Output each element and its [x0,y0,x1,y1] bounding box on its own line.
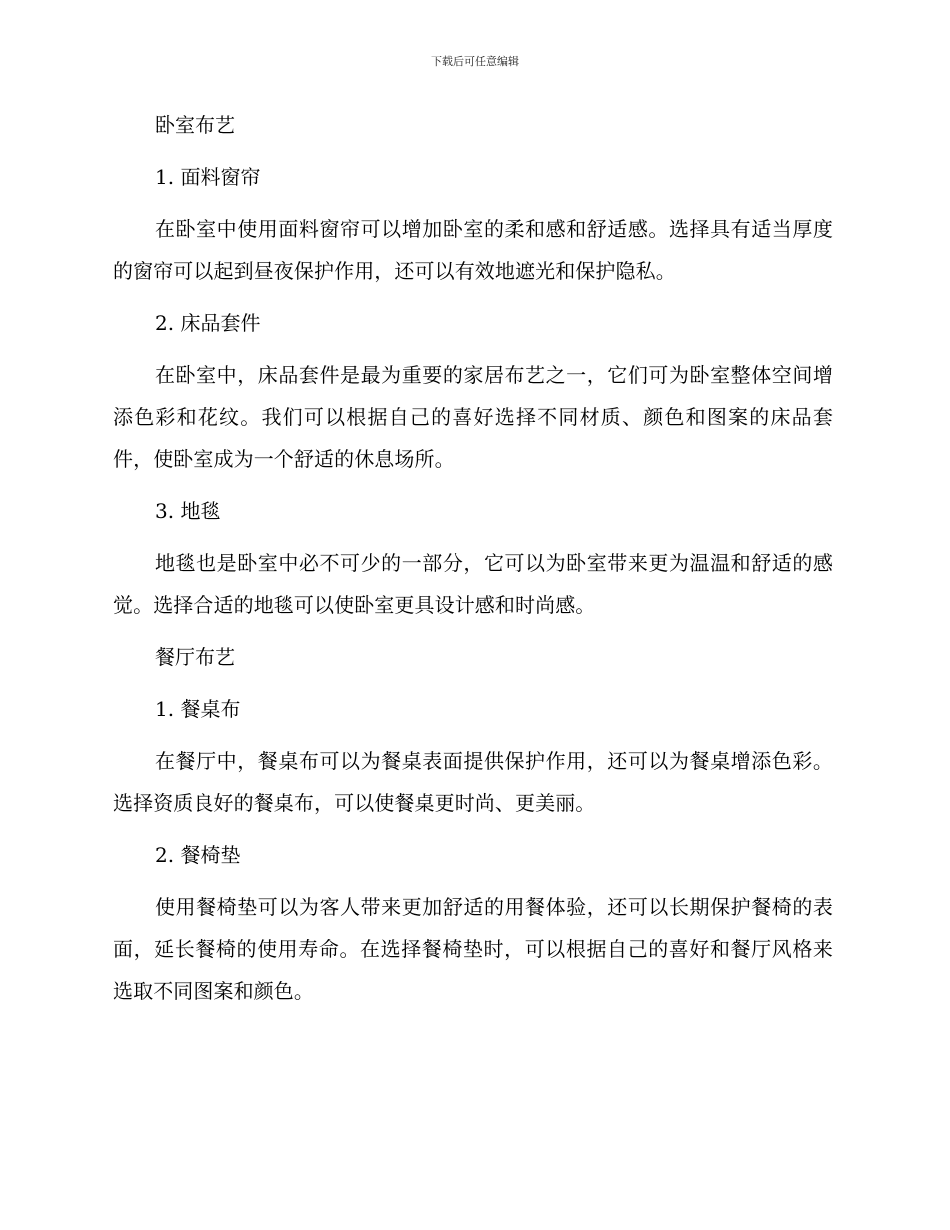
page-header: 下载后可任意编辑 [431,55,519,68]
item-paragraph: 在卧室中，床品套件是最为重要的家居布艺之一，它们可为卧室整体空间增添色彩和花纹。我们可以根据自己的喜好选择不同材质、颜色和图案的床品套件，使卧室成为一个舒适的休息场所。 [113,363,833,471]
item-heading: 2. 餐椅垫 [155,843,241,867]
item-heading: 1. 面料窗帘 [155,165,261,189]
item-heading: 2. 床品套件 [155,311,261,335]
section-dining [113,636,833,1012]
item-paragraph: 在卧室中使用面料窗帘可以增加卧室的柔和感和舒适感。选择具有适当厚度的窗帘可以起到昼夜保护作用，还可以有效地遮光和保护隐私。 [113,217,833,283]
item-paragraph: 在餐厅中，餐桌布可以为餐桌表面提供保护作用，还可以为餐桌增添色彩。选择资质良好的餐桌布，可以使餐桌更时尚、更美丽。 [113,749,833,815]
item-heading: 1. 餐桌布 [155,697,241,721]
section-bedroom [113,104,833,626]
item-paragraph: 使用餐椅垫可以为客人带来更加舒适的用餐体验，还可以长期保护餐椅的表面，延长餐椅的使用寿命。在选择餐椅垫时，可以根据自己的喜好和餐厅风格来选取不同图案和颜色。 [113,895,833,1003]
document-body [113,104,833,1022]
item-paragraph: 地毯也是卧室中必不可少的一部分，它可以为卧室带来更为温温和舒适的感觉。选择合适的地毯可以使卧室更具设计感和时尚感。 [113,551,833,617]
section-title: 卧室布艺 [155,113,235,137]
item-heading: 3. 地毯 [155,499,221,523]
section-title: 餐厅布艺 [155,645,235,669]
